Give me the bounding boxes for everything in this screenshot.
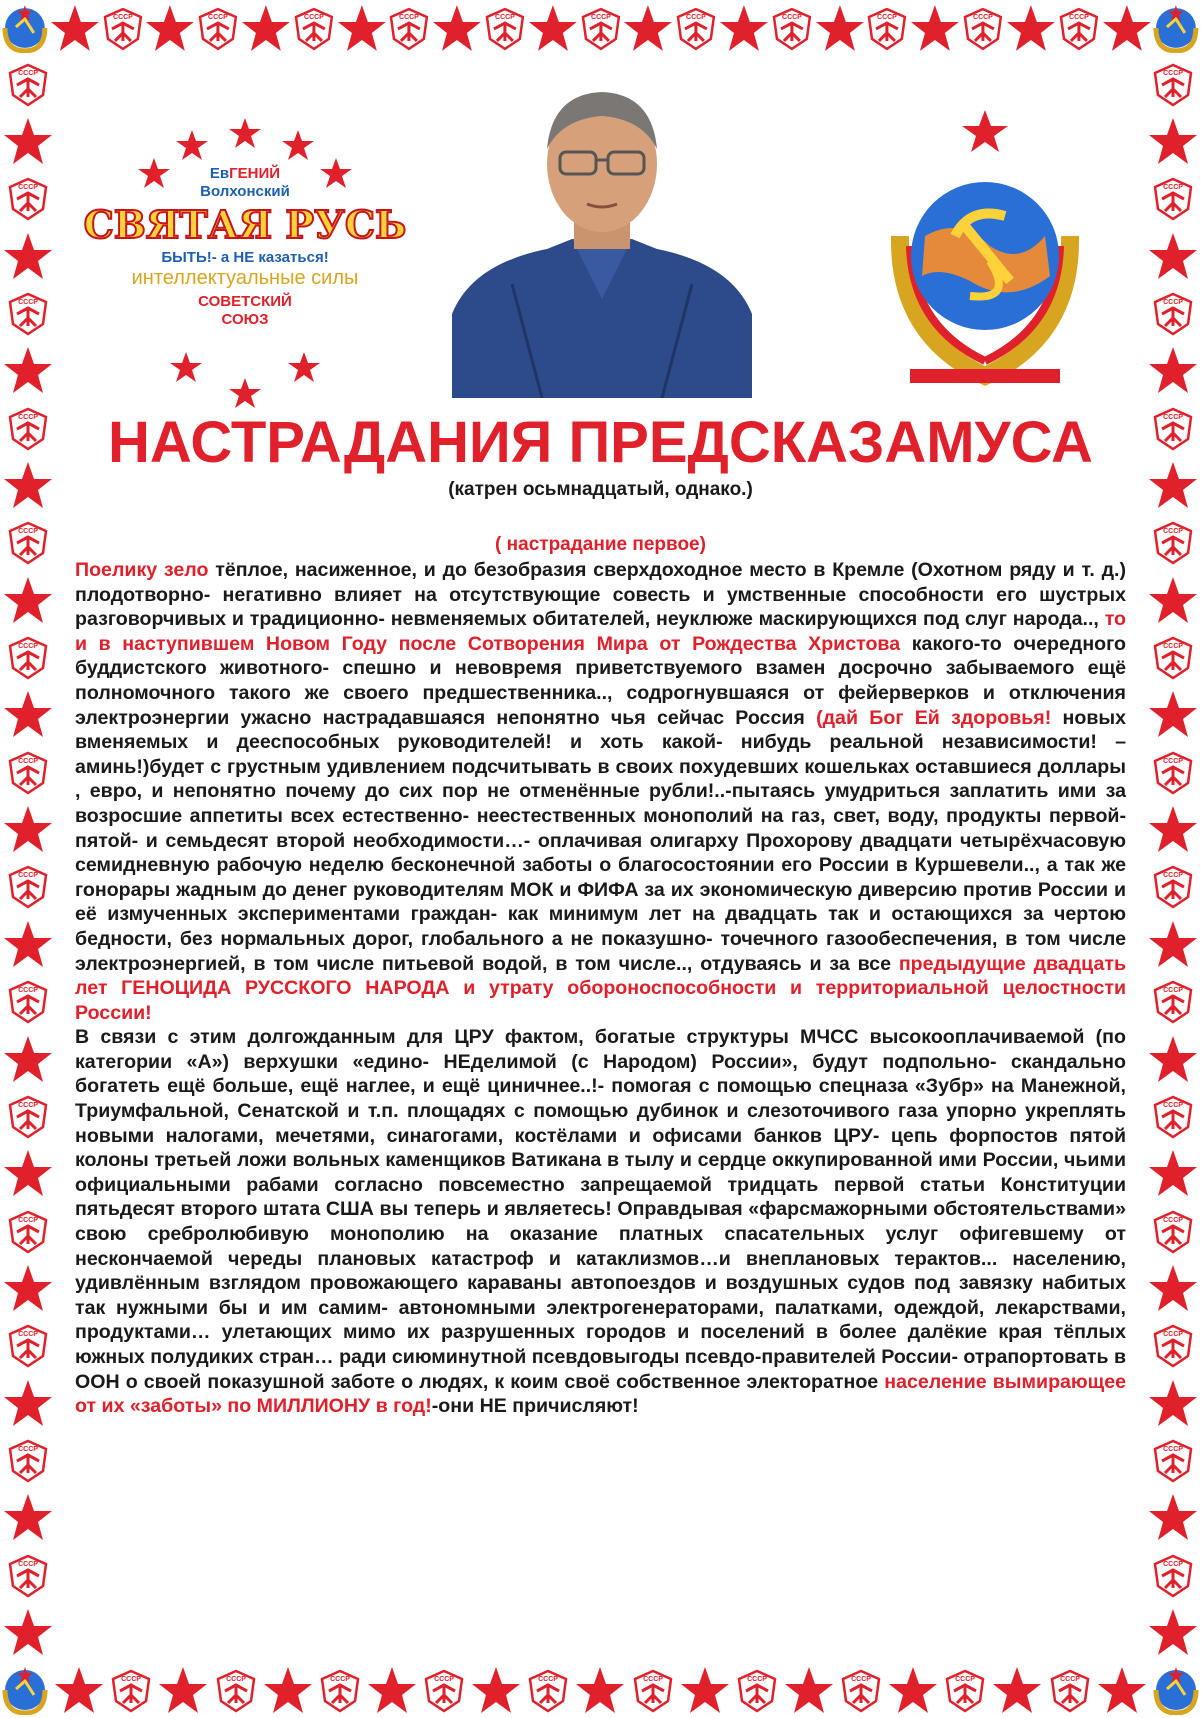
svg-text:СССР: СССР (851, 1676, 871, 1683)
star-icon (623, 3, 673, 53)
sssr-badge-icon (5, 1552, 51, 1598)
paragraph-2 (75, 1025, 1126, 1419)
svg-text:ЕвГЕНИЙ (210, 164, 280, 182)
svg-text:СССР: СССР (399, 14, 420, 22)
sssr-badge-icon (960, 5, 1006, 51)
sssr-badge-icon (1150, 978, 1196, 1024)
star-icon (1102, 3, 1152, 53)
document-subtitle: (катрен осьмнадцатый, однако.) (448, 479, 753, 500)
star-icon (1148, 116, 1198, 166)
star-icon (1148, 919, 1198, 969)
svg-text:СССР: СССР (781, 14, 802, 22)
star-icon (50, 3, 100, 53)
star-icon (3, 919, 53, 969)
sssr-badge-icon (630, 1667, 676, 1713)
sssr-badge-icon (5, 519, 51, 565)
star-icon (784, 1665, 834, 1715)
svg-text:СССР: СССР (303, 14, 324, 22)
star-icon (320, 158, 352, 188)
highlight-text: предыдущие двадцать лет ГЕНОЦИДА РУССКОГО НАРОДА и утрату обороноспособности и территориальной целостности России! (75, 952, 1126, 1024)
sssr-badge-icon (1150, 1552, 1196, 1598)
svg-text:СССР: СССР (18, 643, 38, 651)
svg-text:СССР: СССР (18, 184, 38, 192)
svg-text:СССР: СССР (1163, 1101, 1183, 1109)
sssr-badge-icon (108, 1667, 154, 1713)
coat-of-arms-icon (0, 1665, 50, 1715)
sssr-badge-icon (769, 5, 815, 51)
star-icon (1148, 345, 1198, 395)
sssr-badge-icon (942, 1667, 988, 1713)
star-icon (1148, 1148, 1198, 1198)
svg-text:СССР: СССР (1163, 1560, 1183, 1568)
svg-text:СССР: СССР (1163, 757, 1183, 765)
sssr-badge-icon (734, 1667, 780, 1713)
svg-text:СССР: СССР (18, 528, 38, 536)
paragraph-text: тёплое, насиженное, и до безобразия сверхдоходное место в Кремле (Охотном ряду и т. д.) плодотворно- негативно влияет на отсутствующие совесть и умственные способности его шустрых разговорчивых и традиционно- невменяемых обитателей, неуклюже маскирующихся под слуг народа.., (75, 559, 1126, 631)
svg-text:СССР: СССР (18, 413, 38, 421)
star-icon (888, 1665, 938, 1715)
svg-text:СССР: СССР (18, 757, 38, 765)
star-icon (1148, 575, 1198, 625)
star-icon (337, 3, 387, 53)
star-icon (1006, 3, 1056, 53)
svg-text:СССР: СССР (1163, 643, 1183, 651)
svg-text:СССР: СССР (329, 1676, 350, 1683)
sssr-badge-icon (525, 1667, 571, 1713)
svg-text:СССР: СССР (538, 1676, 559, 1683)
ussr-coat-of-arms (880, 106, 1090, 406)
svg-text:СССР: СССР (1059, 1676, 1080, 1683)
star-icon (54, 1665, 104, 1715)
sssr-badge-icon (5, 405, 51, 451)
bottom-border (0, 1662, 1201, 1718)
paragraph-1 (75, 558, 1126, 1025)
svg-text:СССР: СССР (225, 1676, 246, 1683)
svg-text:СССР: СССР (686, 14, 707, 22)
sssr-badge-icon (1150, 863, 1196, 909)
left-border (0, 56, 56, 1662)
svg-text:СССР: СССР (1163, 184, 1183, 192)
svg-text:СССР: СССР (1163, 1216, 1183, 1224)
star-icon (3, 689, 53, 739)
sssr-badge-icon (5, 1322, 51, 1368)
sssr-badge-icon (1150, 1322, 1196, 1368)
svg-text:СССР: СССР (112, 14, 133, 22)
star-icon (3, 1378, 53, 1428)
star-icon (367, 1665, 417, 1715)
paragraph-text: какого-то очередного буддистского животного- спешно и невовремя приветствуемого взамен досрочно забываемого ещё полномочного такого же своего предшественника.., содрогнувшаяся от фейерверков и отключения электроэнергии ужасно настрадавшаяся непонятно чья сейчас Россия (75, 632, 1126, 729)
logo-line1-a: Ев (209, 165, 230, 182)
star-icon (471, 1665, 521, 1715)
author-portrait-photo (452, 64, 752, 398)
sssr-badge-icon (1150, 1093, 1196, 1139)
sssr-badge-icon (5, 863, 51, 909)
sssr-badge-icon (195, 5, 241, 51)
logo-line2: Волхонский (200, 183, 290, 200)
logo-line1-b: ГЕНИЙ (229, 165, 281, 182)
star-icon (241, 3, 291, 53)
svg-text:СССР: СССР (18, 1331, 38, 1339)
highlight-text: Поелику зело (75, 559, 209, 581)
svg-text:СССР: СССР (208, 14, 228, 22)
highlight-text: (дай Бог Ей здоровья! (804, 706, 1052, 729)
sssr-badge-icon (838, 1667, 884, 1713)
paragraph-text: новых вменяемых и дееспособных руководителей! и хоть какой- нибудь реальной независимости! – аминь!)будет с грустным удивлением подсчитывать в своих похудевших кошельках оставшиеся доллары , евро, и непонятно почему до сих пор не отменённые рубли!..-пытаясь умудриться заплатить ими за возросшие аппетиты всех естественно- неестественных монополий на газ, свет, воду, продукты первой- пятой- и семьдесят второй необходимости…- оплачивая олигарху Прохорову двадцати четырёхчасовую семидневную рабочую неделю бесконечной заботы о благосостоянии его России в Куршевели.., а так же гонорары жадным до денег руководителям МОК и ФИФА за их экономическую диверсию против России и её измученных экспериментами граждан- как минимум лет на двадцать так и остающихся за чертою бедности, без нормальных дорог, глобального а не показушно- точечного газообеспечения, в том числе электроэнергией, в том числе питьевой водой, в том числе.., отдуваясь и за все (75, 706, 1126, 975)
svg-text:СССР: СССР (642, 1676, 663, 1683)
star-icon (158, 1665, 208, 1715)
sssr-badge-icon (5, 1093, 51, 1139)
sssr-badge-icon (864, 5, 910, 51)
star-icon (1148, 460, 1198, 510)
svg-text:СССР: СССР (18, 1216, 38, 1224)
sssr-badge-icon (482, 5, 528, 51)
star-icon (680, 1665, 730, 1715)
document-content (70, 56, 1131, 1662)
sssr-badge-icon (1150, 634, 1196, 680)
top-border (0, 0, 1201, 56)
star-icon (1148, 804, 1198, 854)
highlight-text: то и в наступившем Новом Году после Сотворения Мира от Рождества Христова (75, 608, 1127, 655)
svg-text:СССР: СССР (18, 1445, 38, 1453)
star-icon (229, 118, 261, 148)
star-icon (3, 575, 53, 625)
sssr-badge-icon (317, 1667, 363, 1713)
sssr-badge-icon (5, 634, 51, 680)
star-icon (528, 3, 578, 53)
star-icon (3, 1148, 53, 1198)
sssr-badge-icon (5, 1208, 51, 1254)
star-icon (288, 352, 320, 382)
coat-of-arms-icon (1151, 3, 1201, 53)
star-icon (1148, 1492, 1198, 1542)
star-icon (1148, 1378, 1198, 1428)
svg-text:СССР: СССР (590, 14, 611, 22)
sssr-badge-icon (673, 5, 719, 51)
star-icon (3, 1607, 53, 1657)
star-icon (815, 3, 865, 53)
sssr-badge-icon (5, 175, 51, 221)
sssr-badge-icon (578, 5, 624, 51)
logo-title: СВЯТАЯ РУСЬ (83, 202, 407, 247)
svg-text:СССР: СССР (121, 1676, 142, 1683)
svg-text:СССР: СССР (495, 14, 515, 22)
svg-text:СССР: СССР (1163, 872, 1183, 880)
star-icon (719, 3, 769, 53)
logo-motto: БЫТЬ!- а НЕ казаться! (161, 249, 329, 266)
paragraph-text: В связи с этим долгожданным для ЦРУ фактом, богатые структуры МЧСС высокооплачиваемой (по категории «А») верхушки «едино- НЕделимой (с Народом) России», будут подпольно- скандально богатеть ещё больше, ещё наглее, и ещё циничнее..!- помогая с помощью спецназа «Зубр» на Манежной, Триумфальной, Сенатской и т.п. площадях с помощью дубинок и слезоточивого газа упорно укреплять новыми налогами, мечетями, синагогами, костёлами и офисами банков ЦРУ- цепь форпостов пятой колоны третьей ложи вольных каменщиков Ватикана в тылу и сердце оккупированной ими России, чьими официальными рабами согласно повсеместно запрещаемой тридцать первой статьи Конституции пятьдесят второго штата США вы теперь и являетесь! Оправдывая «фарсмажорными обстоятельствами» свою сребролюбивую монополию на оказание платных спасательных услуг офигевшему от нескончаемой череды плановых катастроф и катаклизмов…и внеплановых терактов... населению, удивлённым взглядом провожающего караваны автопоездов и воздушных судов под завязку набитых так нужными бы и им самим- автономными электрогенераторами, палатками, одеждой, лекарствами, продуктами… улетающих мимо их разрушенных городов и поселений в более далёкие края тёплых южных полудиких стран… ради сиюминутной псевдовыгоды псевдо-правителей России- отрапортовать в ООН о своей показушной заботе о людях, к коим своё собственное электоратное (75, 1026, 1126, 1393)
logo-line5: СОВЕТСКИЙ (198, 293, 292, 310)
star-icon (263, 1665, 313, 1715)
svg-text:СССР: СССР (1163, 987, 1183, 995)
svg-text:СССР: СССР (434, 1676, 454, 1683)
star-icon (992, 1665, 1042, 1715)
star-icon (170, 352, 202, 382)
svg-text:СССР: СССР (746, 1676, 767, 1683)
sssr-badge-icon (1150, 519, 1196, 565)
sssr-badge-icon (5, 1437, 51, 1483)
svg-text:СССР: СССР (18, 987, 38, 995)
sssr-badge-icon (5, 978, 51, 1024)
star-icon (3, 116, 53, 166)
star-icon (138, 158, 170, 188)
star-icon (3, 460, 53, 510)
highlight-text: население вымирающее от их «заботы» по МИЛЛИОНУ в год! (75, 1370, 1126, 1418)
sssr-badge-icon (5, 749, 51, 795)
star-icon (282, 130, 314, 160)
star-icon (1148, 1034, 1198, 1084)
sssr-badge-icon (5, 290, 51, 336)
svg-text:СССР: СССР (18, 872, 38, 880)
logo-line6: СОЮЗ (221, 311, 269, 328)
svg-text:СССР: СССР (1163, 299, 1183, 307)
svg-text:СССР: СССР (955, 1676, 976, 1683)
sssr-badge-icon (1150, 1437, 1196, 1483)
star-icon (1148, 1607, 1198, 1657)
svg-text:СССР: СССР (877, 14, 898, 22)
star-icon (3, 1034, 53, 1084)
star-icon (432, 3, 482, 53)
sssr-badge-icon (1150, 175, 1196, 221)
star-icon (1148, 1263, 1198, 1313)
star-icon (3, 231, 53, 281)
svyataya-rus-logo (70, 116, 420, 416)
coat-of-arms-icon (1151, 1665, 1201, 1715)
svg-text:СССР: СССР (18, 299, 38, 307)
sssr-badge-icon (1047, 1667, 1093, 1713)
star-icon (3, 1492, 53, 1542)
sssr-badge-icon (1150, 290, 1196, 336)
star-icon (229, 378, 261, 408)
sssr-badge-icon (421, 1667, 467, 1713)
star-icon (1097, 1665, 1147, 1715)
sssr-badge-icon (5, 61, 51, 107)
svg-text:СССР: СССР (1163, 1445, 1183, 1453)
sssr-badge-icon (386, 5, 432, 51)
svg-text:СССР: СССР (18, 1101, 38, 1109)
sssr-badge-icon (1150, 749, 1196, 795)
coat-of-arms-icon (0, 3, 50, 53)
svg-text:СССР: СССР (18, 69, 38, 77)
paragraph-text: -они НЕ причисляют! (431, 1395, 639, 1418)
svg-text:СССР: СССР (18, 1560, 38, 1568)
svg-text:СССР: СССР (1163, 69, 1183, 77)
section-heading: ( настрадание первое) (495, 534, 706, 555)
document-title: НАСТРАДАНИЯ ПРЕДСКАЗАМУСА (108, 410, 1093, 475)
right-border (1145, 56, 1201, 1662)
star-icon (3, 1263, 53, 1313)
svg-text:СССР: СССР (1163, 528, 1183, 536)
sssr-badge-icon (213, 1667, 259, 1713)
sssr-badge-icon (100, 5, 146, 51)
star-icon (910, 3, 960, 53)
star-icon (145, 3, 195, 53)
svg-text:СССР: СССР (1068, 14, 1089, 22)
body-text (75, 558, 1126, 1419)
star-icon (575, 1665, 625, 1715)
sssr-badge-icon (1150, 61, 1196, 107)
star-icon (1148, 231, 1198, 281)
star-icon (176, 130, 208, 160)
star-icon (3, 804, 53, 854)
star-icon (1148, 689, 1198, 739)
star-icon (3, 345, 53, 395)
logo-tagline: интеллектуальные силы (131, 267, 359, 289)
sssr-badge-icon (291, 5, 337, 51)
sssr-badge-icon (1056, 5, 1102, 51)
svg-text:СССР: СССР (1163, 1331, 1183, 1339)
sssr-badge-icon (1150, 405, 1196, 451)
sssr-badge-icon (1150, 1208, 1196, 1254)
svg-text:СССР: СССР (1163, 413, 1183, 421)
svg-text:СССР: СССР (973, 14, 993, 22)
